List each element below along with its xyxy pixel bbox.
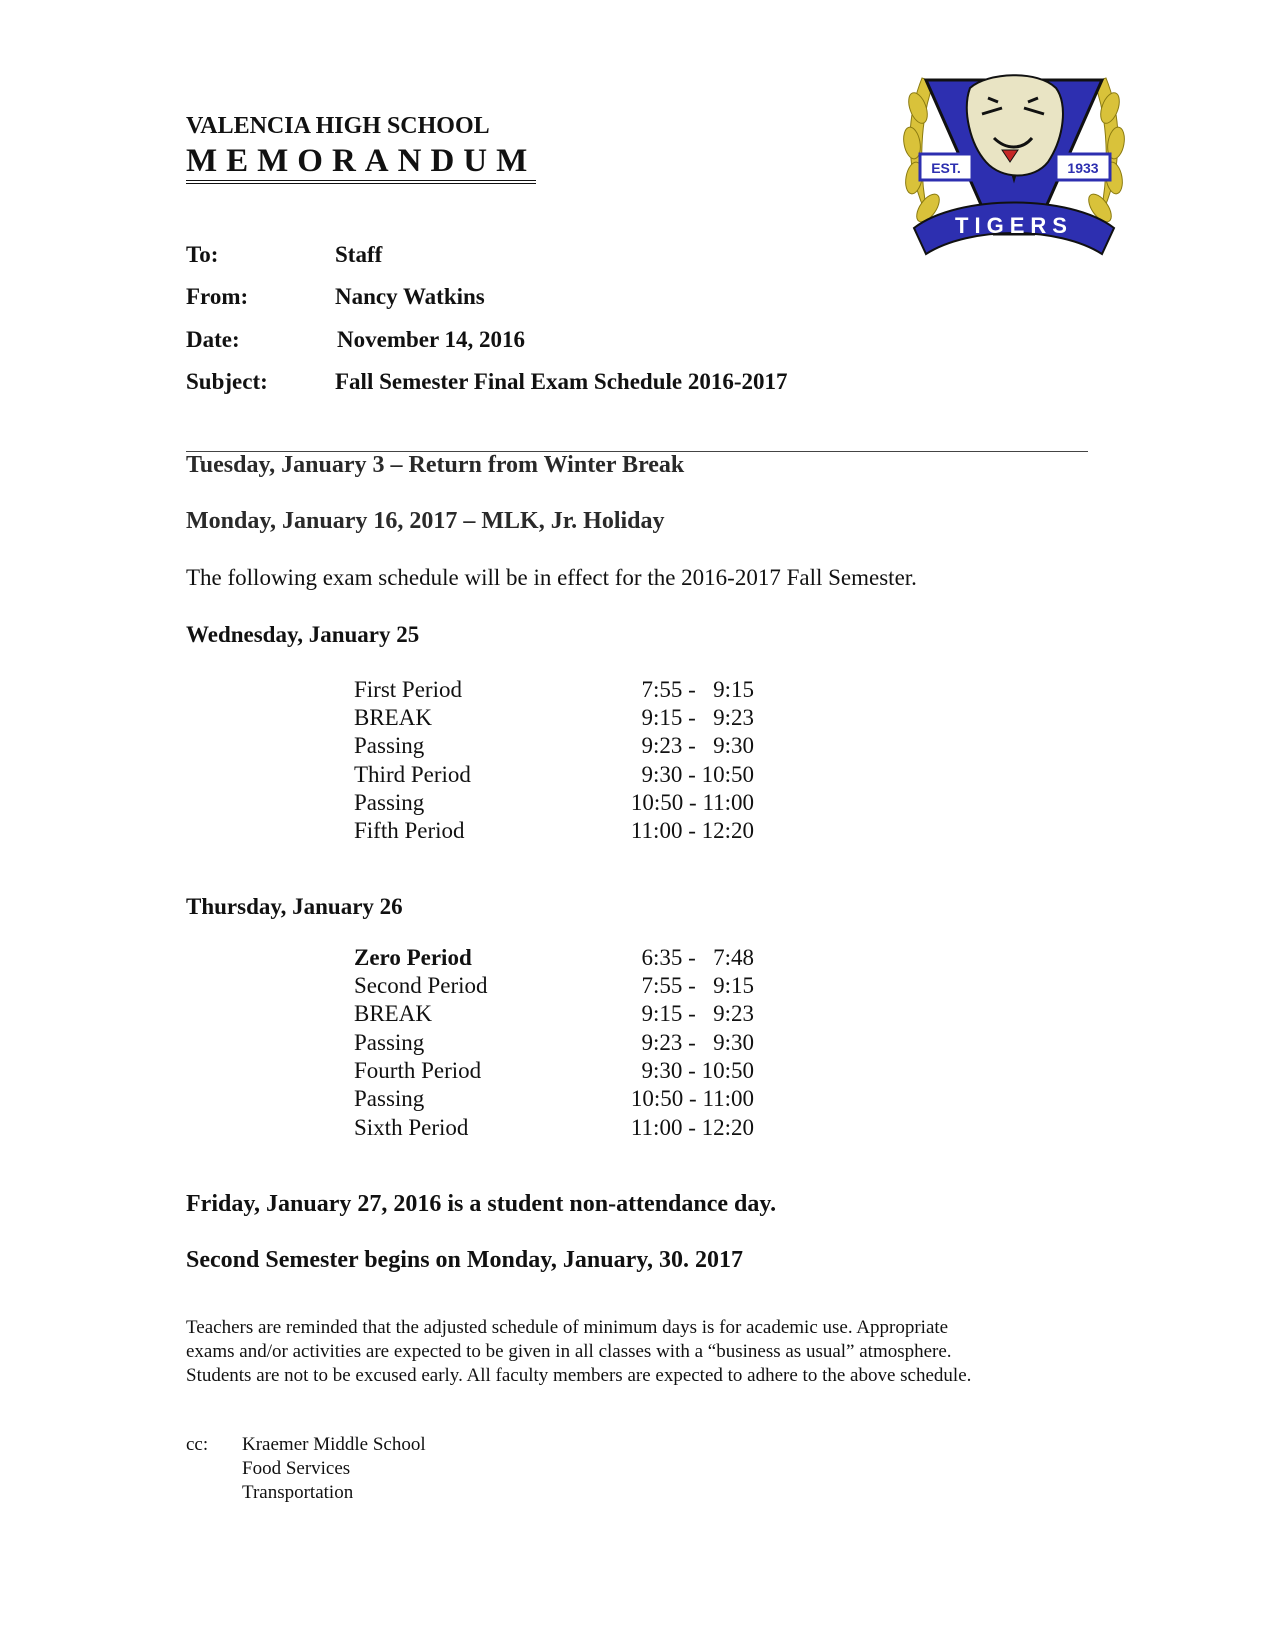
period-name: Zero Period [354, 945, 472, 970]
period-name: Fourth Period [354, 1058, 482, 1083]
teacher-reminder [186, 1316, 1066, 1388]
schedule-row [354, 733, 754, 762]
memo-title: MEMORANDUM [186, 143, 536, 184]
date-value: November 14, 2016 [337, 327, 526, 352]
period-name: Passing [354, 733, 425, 758]
period-time: 9:15 - 9:23 [635, 1001, 754, 1026]
schedule-row [354, 1030, 754, 1059]
period-name: BREAK [354, 705, 432, 730]
announcement-winter-break: Tuesday, January 3 – Return from Winter Break [186, 452, 685, 478]
period-time: 9:23 - 9:30 [635, 733, 754, 758]
date-label: Date: [186, 327, 240, 352]
est-year: 1933 [1067, 160, 1099, 176]
cc-recipient: Transportation [242, 1482, 354, 1503]
tigers-text: TIGERS [955, 213, 1073, 238]
period-time: 9:30 - 10:50 [635, 1058, 754, 1083]
subject-value: Fall Semester Final Exam Schedule 2016-2017 [335, 369, 788, 394]
reminder-line: Teachers are reminded that the adjusted schedule of minimum days is for academic use. Appropriate [186, 1317, 949, 1338]
period-name: Third Period [354, 762, 471, 787]
cc-recipient: Kraemer Middle School [242, 1434, 426, 1455]
cc-label: cc: [186, 1434, 209, 1455]
to-label: To: [186, 242, 219, 267]
period-name: Passing [354, 1086, 425, 1111]
schedule-row [354, 945, 754, 974]
schedule-row [354, 1115, 754, 1144]
cc-recipient: Food Services [242, 1458, 351, 1479]
period-name: Sixth Period [354, 1115, 469, 1140]
reminder-line: exams and/or activities are expected to be given in all classes with a “business as usual” atmosphere. [186, 1341, 952, 1362]
est-label: EST. [931, 160, 961, 176]
subject-label: Subject: [186, 369, 268, 394]
schedule-row [354, 677, 754, 706]
schedule-row [354, 1058, 754, 1087]
period-name: First Period [354, 677, 462, 702]
period-time: 10:50 - 11:00 [630, 790, 754, 815]
schedule-row [354, 818, 754, 847]
period-time: 6:35 - 7:48 [635, 945, 754, 970]
from-label: From: [186, 284, 249, 309]
schedule-row [354, 762, 754, 791]
tigers-logo [898, 58, 1130, 258]
day-heading-wednesday: Wednesday, January 25 [186, 622, 420, 647]
schedule-row [354, 705, 754, 734]
period-name: Passing [354, 1030, 425, 1055]
period-time: 11:00 - 12:20 [630, 818, 754, 843]
to-value: Staff [335, 242, 383, 267]
period-time: 10:50 - 11:00 [630, 1086, 754, 1111]
notice-second-semester: Second Semester begins on Monday, January, 30. 2017 [186, 1247, 743, 1273]
from-value: Nancy Watkins [335, 284, 485, 309]
period-time: 9:30 - 10:50 [635, 762, 754, 787]
schedule-row [354, 1001, 754, 1030]
intro-text: The following exam schedule will be in effect for the 2016-2017 Fall Semester. [186, 565, 917, 590]
schedule-row [354, 973, 754, 1002]
schedule-row [354, 1086, 754, 1115]
period-name: Second Period [354, 973, 488, 998]
period-name: BREAK [354, 1001, 432, 1026]
period-time: 11:00 - 12:20 [630, 1115, 754, 1140]
period-time: 9:15 - 9:23 [635, 705, 754, 730]
period-time: 7:55 - 9:15 [635, 973, 754, 998]
day-heading-thursday: Thursday, January 26 [186, 894, 403, 919]
reminder-line: Students are not to be excused early. All faculty members are expected to adhere to the above schedule. [186, 1365, 972, 1386]
announcement-mlk-holiday: Monday, January 16, 2017 – MLK, Jr. Holiday [186, 508, 665, 534]
school-name: VALENCIA HIGH SCHOOL [186, 113, 490, 139]
period-name: Fifth Period [354, 818, 465, 843]
notice-non-attendance: Friday, January 27, 2016 is a student non-attendance day. [186, 1191, 777, 1217]
period-name: Passing [354, 790, 425, 815]
schedule-row [354, 790, 754, 819]
period-time: 7:55 - 9:15 [635, 677, 754, 702]
period-time: 9:23 - 9:30 [635, 1030, 754, 1055]
